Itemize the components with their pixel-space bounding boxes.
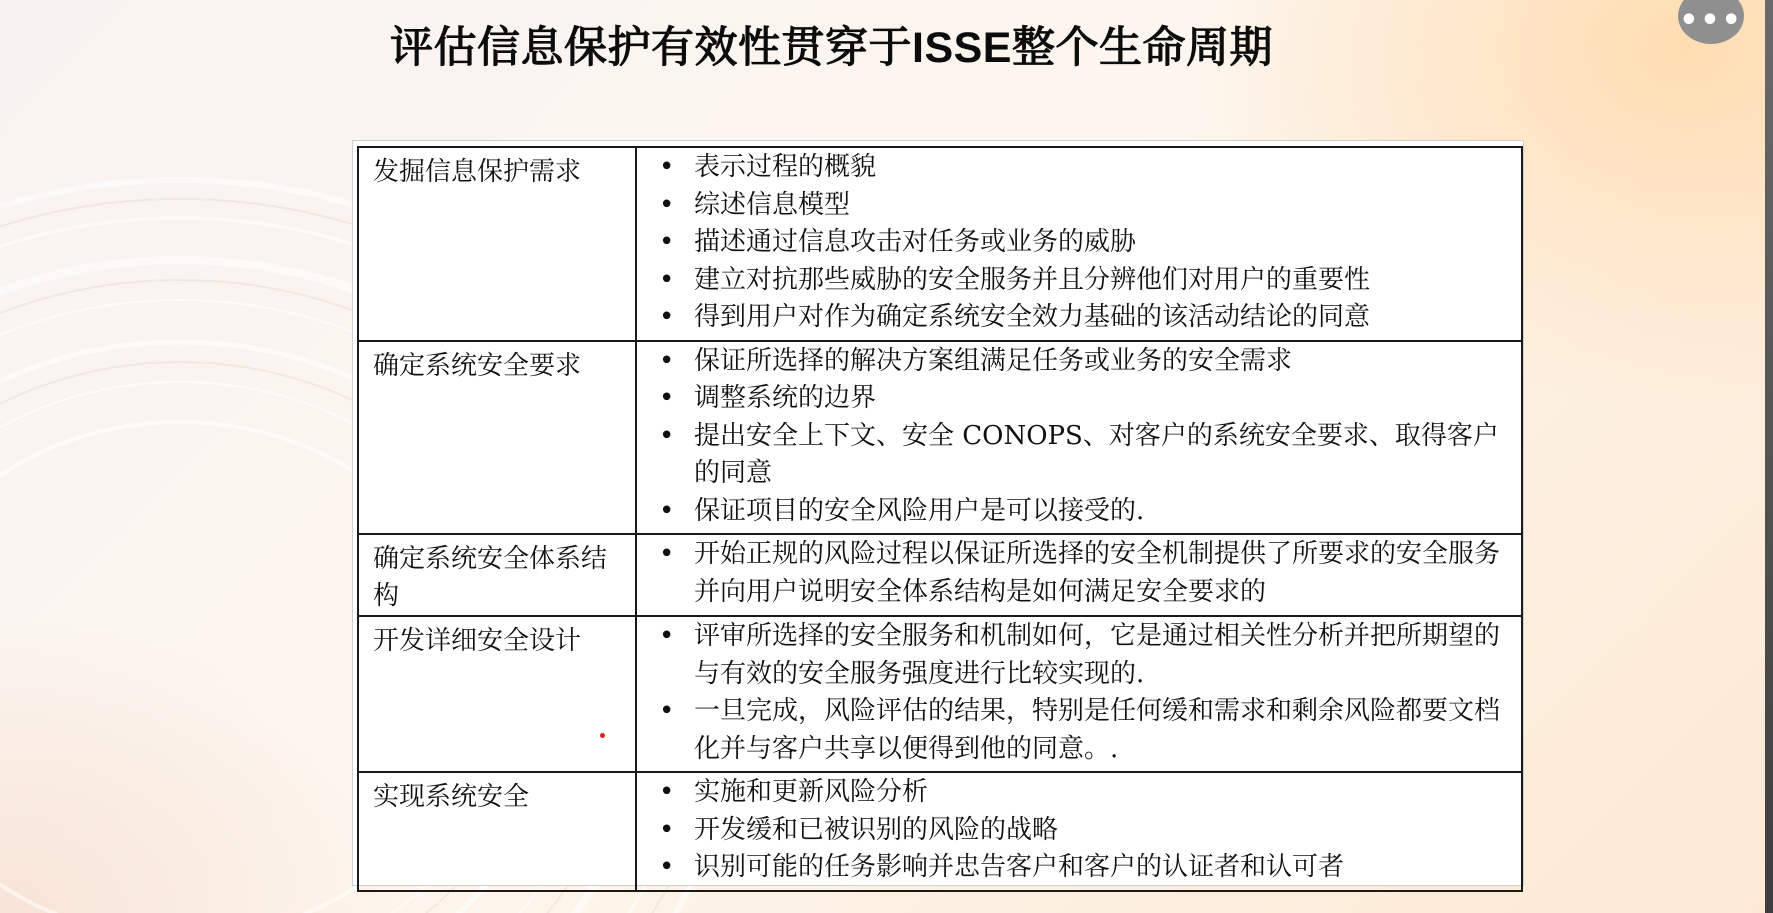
bullet-icon: • bbox=[659, 227, 675, 257]
list-item bbox=[637, 149, 1513, 187]
list-item-text: 建立对抗那些威胁的安全服务并且分辨他们对用户的重要性 bbox=[694, 264, 1371, 295]
activity-list bbox=[637, 342, 1521, 534]
bullet-icon: • bbox=[659, 152, 675, 182]
list-item-text: 实施和更新风险分析 bbox=[694, 777, 929, 807]
activity-list bbox=[637, 617, 1521, 771]
activities-cell bbox=[636, 616, 1522, 772]
list-item-text: 调整系统的边界 bbox=[694, 383, 877, 413]
phase-cell bbox=[358, 534, 636, 616]
table-row bbox=[358, 341, 1522, 535]
list-item bbox=[637, 693, 1513, 768]
table-row bbox=[358, 534, 1522, 616]
activities-cell bbox=[636, 772, 1522, 891]
list-item bbox=[637, 812, 1513, 850]
activities-cell bbox=[636, 147, 1522, 341]
phase-label: 发掘信息保护需求 bbox=[373, 157, 582, 187]
list-item-text: 综述信息模型 bbox=[694, 189, 851, 220]
list-item-text: 保证所选择的解决方案组满足任务或业务的安全需求 bbox=[694, 345, 1293, 376]
bullet-icon: • bbox=[659, 621, 675, 651]
phase-cell bbox=[358, 147, 636, 341]
list-item-text: 提出安全上下文、安全 CONOPS、对客户的系统安全要求、取得客户的同意 bbox=[694, 420, 1499, 488]
activity-list bbox=[637, 148, 1521, 340]
activity-list bbox=[637, 773, 1521, 890]
phase-label: 确定系统安全体系结构 bbox=[373, 544, 608, 611]
more-options-button[interactable] bbox=[1678, 0, 1744, 44]
annotation-dot bbox=[600, 733, 605, 738]
bullet-icon: • bbox=[659, 264, 675, 295]
bullet-icon: • bbox=[659, 383, 675, 413]
list-item bbox=[637, 493, 1513, 531]
slide-title: 评估信息保护有效性贯穿于ISSE整个生命周期 bbox=[390, 24, 1273, 72]
bullet-icon: • bbox=[659, 189, 675, 220]
more-icon: ••• bbox=[1679, 2, 1743, 38]
bullet-icon: • bbox=[659, 495, 675, 526]
list-item bbox=[637, 536, 1513, 611]
window-edge-strip bbox=[1765, 0, 1773, 913]
list-item-text: 表示过程的概貌 bbox=[694, 152, 877, 182]
list-item bbox=[637, 849, 1513, 887]
list-item-text: 评审所选择的安全服务和机制如何，它是通过相关性分析并把所期望的与有效的安全服务强度进行比较实现的. bbox=[694, 621, 1501, 689]
table-row bbox=[358, 772, 1522, 891]
list-item-text: 识别可能的任务影响并忠告客户和客户的认证者和认可者 bbox=[694, 852, 1345, 882]
phase-cell bbox=[358, 616, 636, 772]
list-item bbox=[637, 418, 1513, 493]
list-item bbox=[637, 343, 1513, 381]
list-item-text: 得到用户对作为确定系统安全效力基础的该活动结论的同意 bbox=[694, 302, 1371, 332]
phase-label: 确定系统安全要求 bbox=[373, 350, 582, 381]
list-item bbox=[637, 618, 1513, 693]
bullet-icon: • bbox=[659, 345, 675, 376]
list-item bbox=[637, 299, 1513, 337]
bullet-icon: • bbox=[659, 814, 675, 845]
bullet-icon: • bbox=[659, 420, 675, 451]
list-item-text: 一旦完成，风险评估的结果，特别是任何缓和需求和剩余风险都要文档化并与客户共享以便得到他的同意。. bbox=[694, 696, 1501, 764]
bullet-icon: • bbox=[659, 852, 675, 882]
list-item bbox=[637, 774, 1513, 812]
list-item-text: 开发缓和已被识别的风险的战略 bbox=[694, 814, 1059, 845]
list-item bbox=[637, 187, 1513, 225]
bullet-icon: • bbox=[659, 539, 675, 569]
phase-label: 开发详细安全设计 bbox=[373, 626, 582, 656]
activities-cell bbox=[636, 341, 1522, 535]
table-panel bbox=[352, 140, 1524, 886]
list-item bbox=[637, 380, 1513, 418]
list-item-text: 开始正规的风险过程以保证所选择的安全机制提供了所要求的安全服务并向用户说明安全体系结构是如何满足安全要求的 bbox=[694, 539, 1501, 607]
table-row bbox=[358, 616, 1522, 772]
bullet-icon: • bbox=[659, 777, 675, 807]
list-item bbox=[637, 262, 1513, 300]
list-item bbox=[637, 224, 1513, 262]
bullet-icon: • bbox=[659, 302, 675, 332]
activity-list bbox=[637, 535, 1521, 614]
phase-cell bbox=[358, 341, 636, 535]
phase-cell bbox=[358, 772, 636, 891]
bullet-icon: • bbox=[659, 696, 675, 726]
list-item-text: 描述通过信息攻击对任务或业务的威胁 bbox=[694, 227, 1137, 257]
phase-table bbox=[357, 146, 1523, 892]
activities-cell bbox=[636, 534, 1522, 616]
table-row bbox=[358, 147, 1522, 341]
list-item-text: 保证项目的安全风险用户是可以接受的. bbox=[694, 495, 1145, 526]
phase-label: 实现系统安全 bbox=[373, 782, 530, 812]
